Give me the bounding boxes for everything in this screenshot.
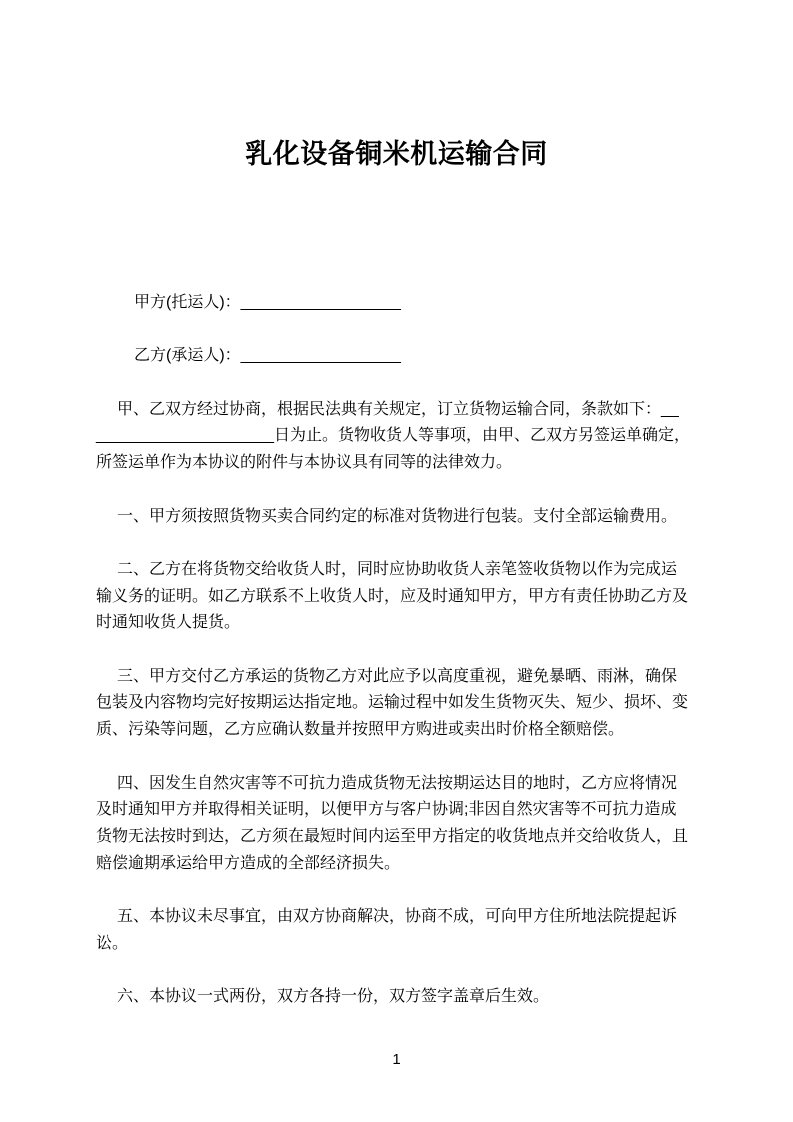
clause-5-paragraph: 五、本协议未尽事宜，由双方协商解决，协商不成，可向甲方住所地法院提起诉 讼。 [96,908,678,952]
party-b-blank-line: __________________ [240,347,401,365]
party-b-line [96,343,713,370]
intro-paragraph: 甲、乙双方经过协商，根据民法典有关规定，订立货物运输合同，条款如下：__ ____________________日为止。货物收货人等事项，由甲、乙双方另签运单确定， 所签运单作为本协议的附件与本协议具有同等的法律效力。 [96,400,690,472]
document-title: 乳化设备铜米机运输合同 [245,139,548,169]
party-a-blank-line: __________________ [240,294,401,311]
clause-6-paragraph: 六、本协议一式两份，双方各持一份，双方签字盖章后生效。 [117,988,550,1006]
document-body [96,290,713,1011]
party-a-label: 甲方(托运人)： [134,294,241,311]
clause-4-paragraph: 四、因发生自然灾害等不可抗力造成货物无法按期运达目的地时，乙方应将情况 及时通知甲方并取得相关证明，以便甲方与客户协调;非因自然灾害等不可抗力造成 货物无法按时到达，乙方须在最短时间内运至甲方指定的收货地点并交给收货人，且 赔偿逾期承运给甲方造成的全部经济损失。 [96,774,689,872]
party-a-line [96,290,713,317]
party-b-label: 乙方(承运人)： [134,347,241,365]
page-number: 1 [392,1051,401,1068]
clause-3-paragraph: 三、甲方交付乙方承运的货物乙方对此应予以高度重视，避免暴晒、雨淋，确保 包装及内容物均完好按期运达指定地。运输过程中如发生货物灭失、短少、损坏、变 质、污染等问题，乙方应确认数量并按照甲方购进或卖出时价格全额赔偿。 [96,667,689,739]
clause-2-paragraph: 二、乙方在将货物交给收货人时，同时应协助收货人亲笔签收货物以作为完成运 输义务的证明。如乙方联系不上收货人时，应及时通知甲方，甲方有责任协助乙方及 时通知收货人提货。 [96,560,689,632]
clause-1-paragraph: 一、甲方须按照货物买卖合同约定的标准对货物进行包装。支付全部运输费用。 [117,507,678,525]
